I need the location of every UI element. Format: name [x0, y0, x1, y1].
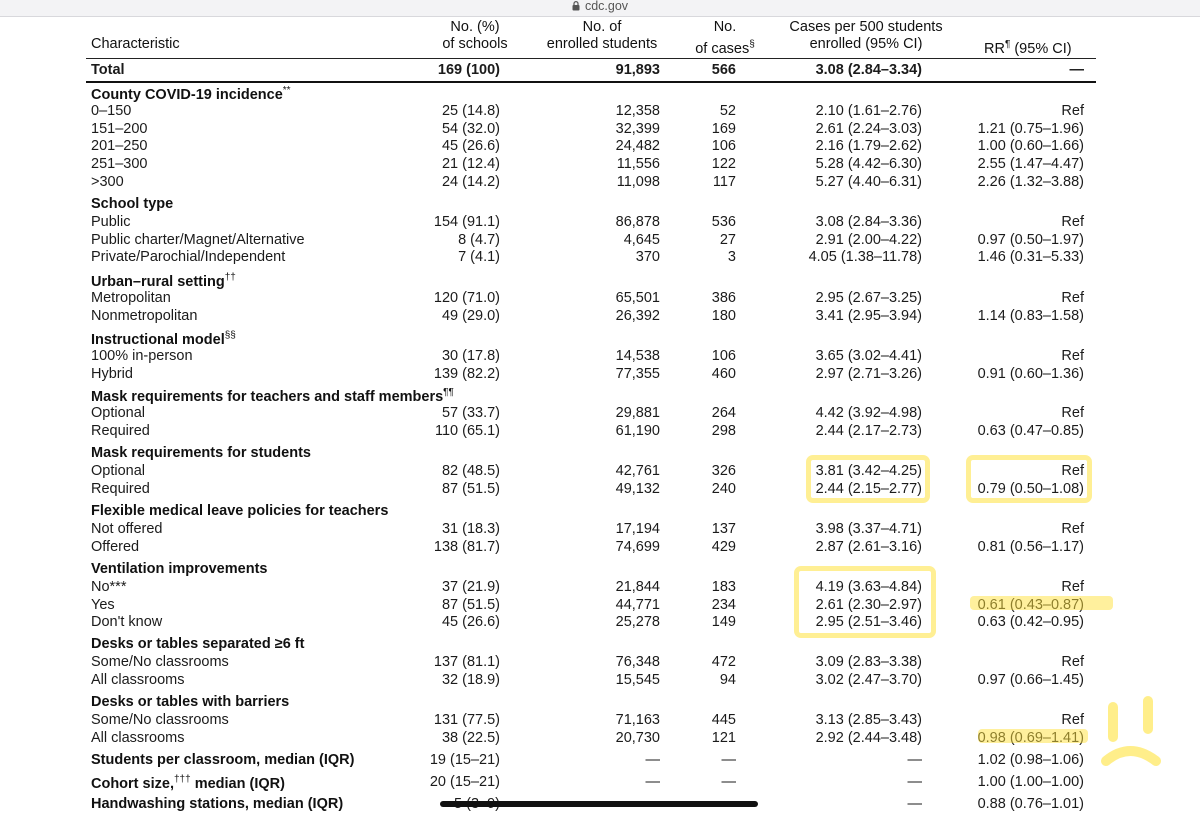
- row-schools: 54 (32.0): [441, 120, 500, 137]
- row-schools: 57 (33.7): [441, 405, 500, 421]
- row-rate: 2.10 (1.61–2.76): [815, 103, 922, 119]
- median-cases: —: [721, 752, 736, 768]
- row-label: 201–250: [91, 138, 148, 155]
- row-schools: 21 (12.4): [441, 156, 500, 173]
- row-rr: Ref: [1061, 521, 1084, 537]
- section-title-text: Desks or tables with barriers: [91, 694, 290, 710]
- row-rr: Ref: [1061, 712, 1084, 728]
- row-label: Required: [91, 422, 150, 439]
- row-label: Optional: [91, 405, 146, 421]
- row-cases: 122: [711, 156, 736, 173]
- row-rate: 2.16 (1.79–2.62): [815, 138, 922, 155]
- row-students: 20,730: [615, 729, 660, 746]
- row-cases: 536: [711, 214, 736, 230]
- row-label: Public: [91, 214, 131, 230]
- section-footnote: **: [282, 85, 291, 96]
- section-title-text: Flexible medical leave policies for teachers: [91, 503, 389, 519]
- row-cases: 460: [711, 365, 736, 382]
- row-students: 49,132: [615, 480, 660, 497]
- row-schools: 30 (17.8): [441, 348, 500, 364]
- row-cases: 106: [711, 138, 736, 155]
- total-students: 91,893: [615, 62, 660, 78]
- row-cases: 386: [711, 290, 736, 306]
- url-text: cdc.gov: [584, 0, 629, 13]
- row-cases: 3: [727, 249, 736, 266]
- row-schools: 110 (65.1): [434, 422, 500, 439]
- row-students: 4,645: [623, 231, 660, 248]
- section-title-text: Instructional model: [91, 331, 225, 348]
- median-rr: 1.00 (1.00–1.00): [977, 774, 1084, 790]
- row-label: Public charter/Magnet/Alternative: [91, 231, 305, 248]
- row-label: >300: [91, 173, 124, 190]
- row-rr: 0.79 (0.50–1.08): [977, 480, 1084, 497]
- row-schools: 138 (81.7): [433, 538, 500, 555]
- row-rr: 0.81 (0.56–1.17): [977, 538, 1084, 555]
- section-title: [91, 272, 236, 290]
- row-schools: 37 (21.9): [441, 579, 500, 595]
- header-cases-line2-text: of cases: [695, 40, 750, 57]
- row-cases: 117: [712, 173, 736, 190]
- row-schools: 45 (26.6): [441, 614, 500, 631]
- highlight-box-ventilation-rate: [794, 566, 936, 638]
- row-cases: 106: [711, 348, 736, 364]
- row-rate: 3.41 (2.95–3.94): [815, 307, 922, 324]
- median-students: —: [645, 752, 660, 768]
- row-label: Optional: [91, 463, 146, 479]
- row-rr: 2.26 (1.32–3.88): [977, 173, 1084, 190]
- row-rr: 1.46 (0.31–5.33): [977, 249, 1084, 266]
- row-label: 251–300: [91, 156, 148, 173]
- row-students: 24,482: [615, 138, 660, 155]
- row-label: Metropolitan: [91, 290, 171, 306]
- total-rule: [86, 81, 1096, 83]
- row-label: Nonmetropolitan: [91, 307, 198, 324]
- row-rate: 5.27 (4.40–6.31): [815, 173, 922, 190]
- header-students-line2-text: enrolled students: [546, 36, 658, 52]
- section-title-text: Ventilation improvements: [91, 561, 268, 577]
- row-rate: 2.95 (2.51–3.46): [815, 614, 922, 631]
- header-rr: [984, 36, 1072, 58]
- row-schools: 137 (81.1): [433, 654, 500, 670]
- row-schools: 131 (77.5): [433, 712, 500, 728]
- median-label-text: Cohort size,: [91, 775, 174, 792]
- median-rate: —: [907, 796, 922, 812]
- row-rr: 0.97 (0.50–1.97): [977, 231, 1084, 248]
- row-cases: 445: [711, 712, 736, 728]
- row-label: 151–200: [91, 120, 148, 137]
- header-students-line1: No. of: [582, 19, 622, 35]
- section-title-text: County COVID-19 incidence: [91, 86, 283, 103]
- header-rr-footnote: ¶: [1004, 39, 1011, 50]
- row-schools: 25 (14.8): [441, 103, 500, 119]
- median-row-label: [91, 796, 343, 812]
- row-students: 25,278: [615, 614, 660, 631]
- highlight-bar-barriers-rr: [978, 729, 1088, 743]
- median-rr: 0.88 (0.76–1.01): [977, 796, 1084, 812]
- row-rr: 1.00 (0.60–1.66): [977, 138, 1084, 155]
- total-rate: 3.08 (2.84–3.34): [815, 62, 922, 78]
- row-rr: Ref: [1061, 290, 1084, 306]
- row-schools: 38 (22.5): [441, 729, 500, 746]
- header-schools-line2-text: of schools: [442, 36, 508, 52]
- row-rate: 2.95 (2.67–3.25): [815, 290, 922, 306]
- row-rate: 5.28 (4.42–6.30): [815, 156, 922, 173]
- browser-address-bar[interactable]: [0, 0, 1200, 17]
- row-schools: 31 (18.3): [441, 521, 500, 537]
- row-schools: 7 (4.1): [458, 249, 500, 266]
- row-label: Not offered: [91, 521, 163, 537]
- row-schools: 120 (71.0): [433, 290, 500, 306]
- row-schools: 49 (29.0): [441, 307, 500, 324]
- row-cases: 326: [711, 463, 736, 479]
- row-label: All classrooms: [91, 671, 185, 688]
- row-label: Yes: [91, 596, 115, 613]
- header-rate-line2-text: enrolled (95% CI): [809, 36, 923, 52]
- row-students: 15,545: [615, 671, 660, 688]
- total-rr: —: [1069, 62, 1084, 78]
- section-title-text: School type: [91, 196, 174, 212]
- row-rr: 2.55 (1.47–4.47): [977, 156, 1084, 173]
- row-rate: 4.42 (3.92–4.98): [815, 405, 922, 421]
- row-label: 100% in-person: [91, 348, 193, 364]
- section-title: [91, 330, 236, 348]
- row-rr: Ref: [1061, 405, 1084, 421]
- sad-face-doodle-icon: [1098, 693, 1166, 773]
- row-rr: 0.91 (0.60–1.36): [977, 365, 1084, 382]
- row-students: 17,194: [615, 521, 660, 537]
- row-cases: 180: [711, 307, 736, 324]
- total-cases: 566: [711, 62, 736, 78]
- row-cases: 169: [711, 120, 736, 137]
- median-cases: —: [721, 774, 736, 790]
- row-students: 71,163: [615, 712, 660, 728]
- row-rate: 2.97 (2.71–3.26): [815, 365, 922, 382]
- url-display[interactable]: [0, 0, 1200, 13]
- row-cases: 121: [711, 729, 736, 746]
- row-label: Offered: [91, 538, 140, 555]
- section-title: [91, 196, 173, 212]
- total-label: Total: [91, 62, 125, 78]
- header-rule: [86, 58, 1096, 59]
- row-rate: 3.02 (2.47–3.70): [815, 671, 922, 688]
- row-rate: 3.08 (2.84–3.36): [815, 214, 922, 230]
- row-rate: 3.81 (3.42–4.25): [815, 463, 922, 479]
- row-students: 32,399: [615, 120, 660, 137]
- header-cases-line1: No.: [713, 19, 737, 35]
- row-cases: 240: [711, 480, 736, 497]
- row-cases: 234: [711, 596, 736, 613]
- row-cases: 298: [711, 422, 736, 439]
- row-rate: 4.05 (1.38–11.78): [808, 249, 922, 266]
- header-rate: [766, 19, 966, 53]
- row-students: 11,098: [616, 173, 660, 190]
- section-title: [91, 561, 267, 577]
- row-cases: 27: [719, 231, 736, 248]
- row-rr: Ref: [1061, 214, 1084, 230]
- row-schools: 154 (91.1): [433, 214, 500, 230]
- lock-icon: [572, 1, 580, 11]
- row-label: Don't know: [91, 614, 163, 631]
- header-rr-text: RR: [984, 40, 1005, 57]
- row-schools: 139 (82.2): [433, 365, 500, 382]
- section-footnote: ¶¶: [443, 387, 454, 398]
- row-schools: 87 (51.5): [441, 596, 500, 613]
- row-students: 12,358: [615, 103, 660, 119]
- row-students: 65,501: [615, 290, 660, 306]
- row-schools: 82 (48.5): [441, 463, 500, 479]
- row-cases: 137: [711, 521, 736, 537]
- row-label: Some/No classrooms: [91, 712, 229, 728]
- row-rr: 0.63 (0.42–0.95): [977, 614, 1084, 631]
- header-rate-line1: Cases per 500 students: [789, 19, 943, 35]
- highlight-box-mask-rr: [966, 455, 1092, 503]
- row-rr: Ref: [1061, 654, 1084, 670]
- row-students: 77,355: [615, 365, 660, 382]
- row-students: 74,699: [615, 538, 660, 555]
- median-rr: 1.02 (0.98–1.06): [977, 752, 1084, 768]
- section-footnote: ††: [224, 272, 236, 283]
- row-rate: 3.98 (3.37–4.71): [815, 521, 922, 537]
- median-schools: 19 (15–21): [429, 752, 500, 768]
- header-schools-line1: No. (%): [450, 19, 500, 35]
- median-row-label: [91, 752, 354, 768]
- row-rate: 2.44 (2.15–2.77): [815, 480, 922, 497]
- median-label-text: Handwashing stations, median (IQR): [91, 796, 344, 812]
- row-label: Some/No classrooms: [91, 654, 229, 670]
- row-rate: 2.87 (2.61–3.16): [815, 538, 922, 555]
- row-students: 21,844: [615, 579, 660, 595]
- row-rate: 2.61 (2.30–2.97): [815, 596, 922, 613]
- median-rate: —: [907, 774, 922, 790]
- row-label: Hybrid: [91, 365, 133, 382]
- row-cases: 429: [711, 538, 736, 555]
- row-students: 42,761: [615, 463, 660, 479]
- median-label-text: Students per classroom, median (IQR): [91, 752, 355, 768]
- section-title-text: Mask requirements for teachers and staff members: [91, 388, 444, 405]
- section-title: [91, 85, 291, 103]
- row-rate: 2.44 (2.17–2.73): [815, 422, 922, 439]
- row-rate: 3.13 (2.85–3.43): [815, 712, 922, 728]
- row-label: Private/Parochial/Independent: [91, 249, 286, 266]
- header-characteristic: Characteristic: [91, 36, 180, 52]
- median-label-post: median (IQR): [190, 775, 285, 792]
- median-row-label: [91, 774, 285, 792]
- row-rate: 2.61 (2.24–3.03): [815, 120, 922, 137]
- row-rate: 4.19 (3.63–4.84): [815, 579, 922, 595]
- median-rate: —: [907, 752, 922, 768]
- median-footnote: †††: [173, 774, 191, 785]
- row-rr: Ref: [1061, 348, 1084, 364]
- median-students: —: [645, 774, 660, 790]
- highlight-bar-ventilation-rr: [970, 596, 1113, 610]
- row-students: 370: [635, 249, 660, 266]
- row-label: Required: [91, 480, 150, 497]
- row-cases: 264: [711, 405, 736, 421]
- row-cases: 183: [711, 579, 736, 595]
- row-schools: 45 (26.6): [441, 138, 500, 155]
- row-label: 0–150: [91, 103, 132, 119]
- row-rr: 0.63 (0.47–0.85): [977, 422, 1084, 439]
- row-label: All classrooms: [91, 729, 185, 746]
- header-rate-line2: [766, 36, 966, 53]
- row-cases: 52: [719, 103, 736, 119]
- row-cases: 472: [711, 654, 736, 670]
- row-rate: 3.65 (3.02–4.41): [815, 348, 922, 364]
- section-footnote: §§: [224, 330, 236, 341]
- row-schools: 24 (14.2): [441, 173, 500, 190]
- row-rr: 1.14 (0.83–1.58): [977, 307, 1084, 324]
- highlight-box-mask-rate: [806, 455, 930, 503]
- section-title: [91, 387, 454, 405]
- row-cases: 149: [711, 614, 736, 631]
- row-students: 26,392: [615, 307, 660, 324]
- median-schools: 20 (15–21): [429, 774, 500, 790]
- section-title: [91, 636, 304, 652]
- row-students: 14,538: [615, 348, 660, 364]
- section-title-text: Desks or tables separated ≥6 ft: [91, 636, 305, 652]
- row-students: 76,348: [615, 654, 660, 670]
- section-title: [91, 445, 311, 461]
- row-students: 61,190: [615, 422, 660, 439]
- row-students: 11,556: [616, 156, 660, 173]
- header-cases-footnote: §: [749, 39, 755, 50]
- row-rr: Ref: [1061, 579, 1084, 595]
- row-rr: Ref: [1061, 103, 1084, 119]
- section-title-text: Mask requirements for students: [91, 445, 311, 461]
- row-students: 44,771: [615, 596, 660, 613]
- row-rr: Ref: [1061, 463, 1084, 479]
- row-rr: 0.97 (0.66–1.45): [977, 671, 1084, 688]
- row-label: No***: [91, 579, 127, 595]
- row-rate: 2.92 (2.44–3.48): [815, 729, 922, 746]
- row-schools: 32 (18.9): [441, 671, 500, 688]
- row-rate: 3.09 (2.83–3.38): [815, 654, 922, 670]
- section-title: [91, 503, 388, 519]
- section-title: [91, 694, 289, 710]
- header-rr-ci: (95% CI): [1010, 40, 1072, 57]
- row-schools: 87 (51.5): [441, 480, 500, 497]
- total-schools: 169 (100): [437, 62, 500, 78]
- section-title-text: Urban–rural setting: [91, 273, 225, 290]
- row-cases: 94: [719, 671, 736, 688]
- horizontal-scrollbar[interactable]: [440, 801, 758, 807]
- row-rate: 2.91 (2.00–4.22): [815, 231, 922, 248]
- row-schools: 8 (4.7): [458, 231, 500, 248]
- row-rr: 1.21 (0.75–1.96): [977, 120, 1084, 137]
- row-students: 86,878: [615, 214, 660, 230]
- row-students: 29,881: [615, 405, 660, 421]
